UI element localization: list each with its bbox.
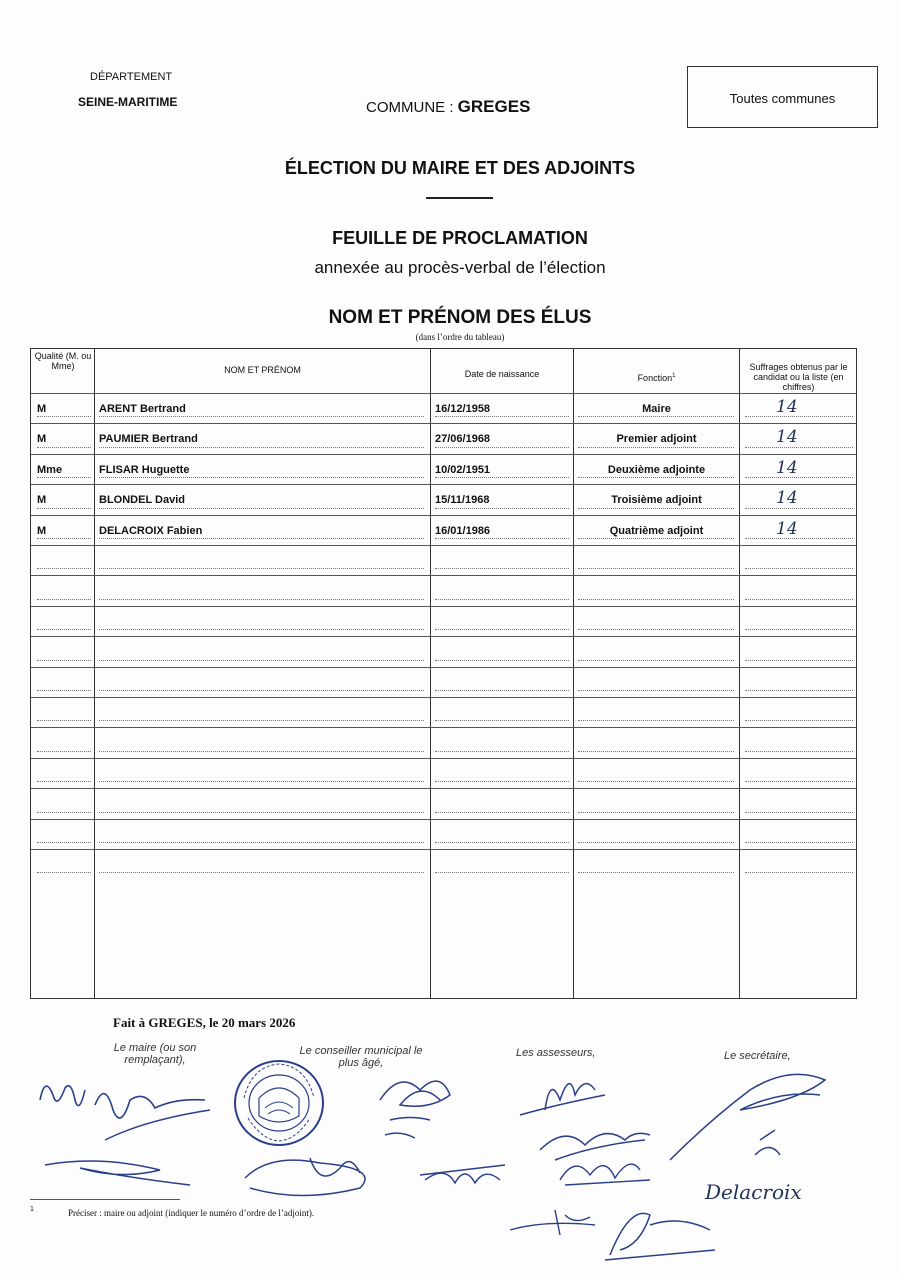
dotted-line — [745, 872, 853, 873]
dotted-line — [578, 720, 734, 721]
assessors-label: Les assesseurs, — [516, 1047, 596, 1059]
dotted-line — [37, 660, 91, 661]
row-divider — [31, 423, 856, 424]
cell-suffrages: 14 — [776, 397, 798, 417]
cell-qualite: Mme — [37, 463, 63, 476]
dotted-line — [435, 751, 569, 752]
cell-date: 27/06/1968 — [435, 433, 491, 446]
mayor-signature — [35, 1070, 225, 1150]
dotted-line — [37, 812, 91, 813]
dotted-line — [435, 812, 569, 813]
commune-line — [366, 97, 530, 117]
row-divider — [31, 788, 856, 789]
cell-suffrages: 14 — [776, 457, 798, 478]
cell-fonction: Deuxième adjointe — [607, 463, 706, 476]
footnote-ref: 1 — [672, 373, 676, 379]
dotted-line — [37, 720, 91, 721]
department-label: DÉPARTEMENT — [90, 71, 173, 83]
order-note: (dans l’ordre du tableau) — [415, 332, 505, 342]
column-divider — [739, 349, 740, 998]
dotted-line — [578, 447, 734, 448]
dotted-line — [37, 416, 91, 417]
commune-name: GREGES — [457, 97, 531, 116]
department-name: SEINE-MARITIME — [78, 95, 178, 109]
councillor-signature — [370, 1060, 470, 1155]
dotted-line — [99, 447, 424, 448]
row-divider — [31, 697, 856, 698]
dotted-line — [578, 599, 734, 600]
row-divider — [31, 667, 856, 668]
cell-fonction: Maire — [642, 403, 671, 415]
councillor-signature-2 — [240, 1148, 390, 1208]
dotted-line — [99, 872, 424, 873]
cell-suffrages: 14 — [776, 427, 798, 448]
dotted-line — [99, 477, 424, 478]
dotted-line — [578, 508, 734, 509]
dotted-line — [37, 538, 91, 539]
dotted-line — [435, 508, 569, 509]
row-divider — [31, 454, 856, 455]
cell-qualite: M — [37, 494, 47, 507]
dotted-line — [745, 629, 853, 630]
assessor-signature-4 — [555, 1150, 655, 1190]
cell-nom: BLONDEL David — [99, 494, 185, 507]
header-qualite: Qualité (M. ou Mme) — [34, 351, 92, 371]
councillor-label: Le conseiller municipal le plus âgé, — [299, 1045, 423, 1069]
cell-fonction: Premier adjoint — [616, 433, 697, 446]
dotted-line — [435, 416, 569, 417]
header-fonction-text: Fonction — [637, 373, 673, 383]
assessor-signature-1 — [415, 1155, 515, 1195]
dotted-line — [435, 629, 569, 630]
dotted-line — [99, 416, 424, 417]
dotted-line — [37, 842, 91, 843]
secretary-signature — [660, 1060, 835, 1170]
dotted-line — [578, 477, 734, 478]
dotted-line — [745, 447, 853, 448]
dotted-line — [99, 690, 424, 691]
signed-at: Fait à GREGES, le 20 mars 2026 — [113, 1015, 296, 1030]
dotted-line — [99, 781, 424, 782]
mairie-stamp — [232, 1058, 327, 1148]
column-divider — [573, 349, 574, 998]
dotted-line — [435, 599, 569, 600]
dotted-line — [578, 872, 734, 873]
dotted-line — [99, 508, 424, 509]
row-divider — [31, 575, 856, 576]
dotted-line — [37, 751, 91, 752]
cell-nom: DELACROIX Fabien — [99, 524, 203, 537]
dotted-line — [99, 568, 424, 569]
cell-nom: PAUMIER Bertrand — [99, 433, 198, 446]
header-suffrages: Suffrages obtenus par le candidat ou la liste (en chiffres) — [749, 362, 848, 392]
cell-suffrages: 14 — [776, 488, 798, 509]
dotted-line — [578, 660, 734, 661]
row-divider — [31, 515, 856, 516]
assessor-signature-5 — [505, 1205, 605, 1240]
column-divider — [94, 349, 95, 998]
dotted-line — [37, 477, 91, 478]
dotted-line — [745, 781, 853, 782]
cell-date: 15/11/1968 — [435, 494, 490, 507]
dotted-line — [745, 660, 853, 661]
dotted-line — [37, 781, 91, 782]
dotted-line — [99, 720, 424, 721]
dotted-line — [745, 538, 853, 539]
assessor-signature-6 — [600, 1195, 720, 1265]
elected-table — [30, 348, 857, 999]
dotted-line — [37, 447, 91, 448]
row-divider — [31, 545, 856, 546]
dotted-line — [745, 812, 853, 813]
dotted-line — [745, 690, 853, 691]
row-divider — [31, 606, 856, 607]
dotted-line — [99, 812, 424, 813]
dotted-line — [745, 568, 853, 569]
dotted-line — [99, 842, 424, 843]
cell-qualite: M — [37, 403, 47, 415]
footnote-marker: 1 — [30, 1206, 34, 1213]
dotted-line — [37, 690, 91, 691]
title-divider — [426, 197, 493, 199]
dotted-line — [99, 751, 424, 752]
dotted-line — [99, 660, 424, 661]
dotted-line — [435, 720, 569, 721]
mayor-label: Le maire (ou son remplaçant), — [113, 1042, 197, 1066]
commune-label: COMMUNE : — [366, 99, 454, 116]
cell-nom: ARENT Bertrand — [99, 403, 186, 415]
dotted-line — [745, 599, 853, 600]
sheet-subtitle: annexée au procès-verbal de l’élection — [314, 258, 606, 277]
row-divider — [31, 393, 856, 394]
dotted-line — [99, 599, 424, 600]
dotted-line — [578, 812, 734, 813]
dotted-line — [578, 629, 734, 630]
cell-fonction: Troisième adjoint — [611, 494, 702, 507]
row-divider — [31, 849, 856, 850]
footnote-text: Préciser : maire ou adjoint (indiquer le numéro d’ordre de l’adjoint). — [68, 1208, 315, 1218]
header-fonction — [574, 371, 739, 383]
dotted-line — [578, 568, 734, 569]
dotted-line — [435, 660, 569, 661]
dotted-line — [435, 690, 569, 691]
dotted-line — [37, 508, 91, 509]
cell-qualite: M — [37, 524, 47, 537]
cell-suffrages: 14 — [776, 518, 798, 539]
cell-date: 10/02/1951 — [435, 463, 491, 476]
dotted-line — [578, 751, 734, 752]
dotted-line — [578, 781, 734, 782]
row-divider — [31, 636, 856, 637]
dotted-line — [745, 720, 853, 721]
dotted-line — [99, 629, 424, 630]
mayor-signature-2 — [40, 1150, 200, 1195]
cell-qualite: M — [37, 433, 47, 446]
dotted-line — [745, 751, 853, 752]
cell-date: 16/12/1958 — [435, 403, 491, 415]
elected-title: NOM ET PRÉNOM DES ÉLUS — [328, 307, 592, 328]
all-communes-box: Toutes communes — [687, 66, 878, 128]
dotted-line — [578, 842, 734, 843]
dotted-line — [435, 538, 569, 539]
dotted-line — [435, 447, 569, 448]
footnote-rule — [30, 1199, 180, 1200]
dotted-line — [745, 477, 853, 478]
dotted-line — [578, 538, 734, 539]
dotted-line — [435, 477, 569, 478]
dotted-line — [37, 629, 91, 630]
cell-fonction: Quatrième adjoint — [609, 524, 704, 537]
secretary-label: Le secrétaire, — [724, 1050, 791, 1062]
sheet-title: FEUILLE DE PROCLAMATION — [332, 228, 588, 248]
header-nom: NOM ET PRÉNOM — [224, 365, 301, 375]
dotted-line — [578, 416, 734, 417]
row-divider — [31, 727, 856, 728]
cell-date: 16/01/1986 — [435, 524, 491, 537]
dotted-line — [37, 568, 91, 569]
dotted-line — [435, 842, 569, 843]
row-divider — [31, 758, 856, 759]
row-divider — [31, 819, 856, 820]
column-divider — [430, 349, 431, 998]
dotted-line — [435, 872, 569, 873]
header-date: Date de naissance — [464, 369, 540, 379]
dotted-line — [435, 568, 569, 569]
dotted-line — [745, 416, 853, 417]
dotted-line — [37, 599, 91, 600]
dotted-line — [745, 508, 853, 509]
main-title: ÉLECTION DU MAIRE ET DES ADJOINTS — [284, 158, 636, 178]
cell-nom: FLISAR Huguette — [99, 463, 190, 476]
row-divider — [31, 484, 856, 485]
dotted-line — [37, 872, 91, 873]
dotted-line — [578, 690, 734, 691]
dotted-line — [745, 842, 853, 843]
dotted-line — [435, 781, 569, 782]
dotted-line — [99, 538, 424, 539]
secretary-signature-text: Delacroix — [705, 1180, 802, 1204]
